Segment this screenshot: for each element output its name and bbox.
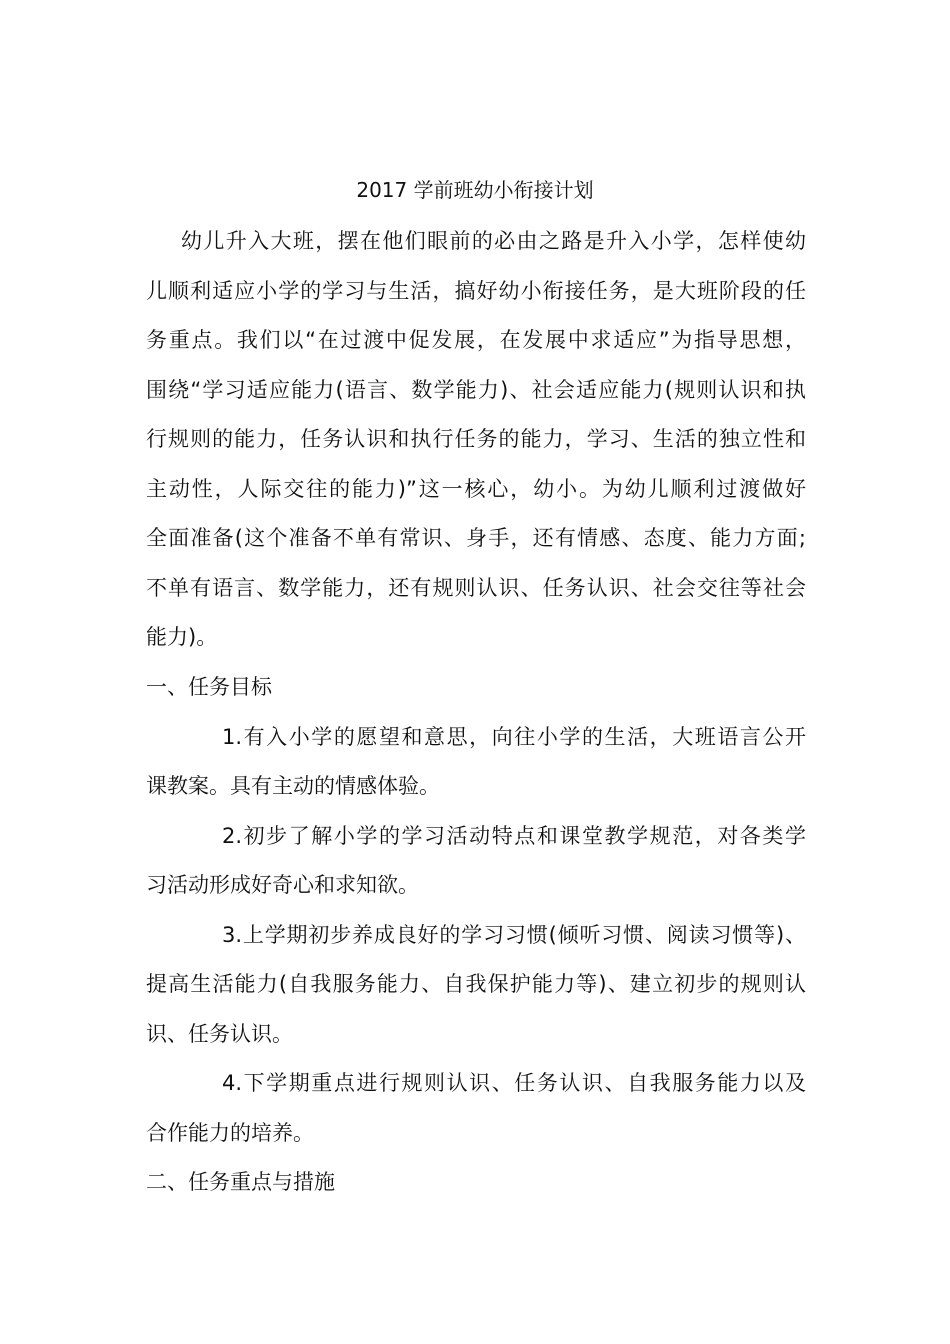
intro-line: 务重点。我们以“在过渡中促发展，在发展中求适应”为指导思想， [146,328,806,352]
document-title: 2017 学前班幼小衔接计划 [356,178,594,202]
intro-line: 主动性，人际交往的能力)”这一核心，幼小。为幼儿顺利过渡做好 [146,477,806,501]
intro-line: 幼儿升入大班，摆在他们眼前的必由之路是升入小学，怎样使幼 [181,229,806,253]
section-heading: 二、任务重点与措施 [146,1170,335,1194]
intro-line: 全面准备(这个准备不单有常识、身手，还有情感、态度、能力方面; [146,526,806,550]
goal-line: 2.初步了解小学的学习活动特点和课堂教学规范，对各类学 [222,824,806,848]
goal-line: 4.下学期重点进行规则认识、任务认识、自我服务能力以及 [222,1071,806,1095]
goal-line: 提高生活能力(自我服务能力、自我保护能力等)、建立初步的规则认 [146,972,806,996]
intro-line: 围绕“学习适应能力(语言、数学能力)、社会适应能力(规则认识和执 [146,378,806,402]
goal-line: 1.有入小学的愿望和意思，向往小学的生活，大班语言公开 [222,725,806,749]
section-heading: 一、任务目标 [146,675,272,699]
intro-line: 不单有语言、数学能力，还有规则认识、任务认识、社会交往等社会 [146,576,806,600]
goal-line: 识、任务认识。 [146,1022,293,1046]
goal-line: 3.上学期初步养成良好的学习习惯(倾听习惯、阅读习惯等)、 [222,923,806,947]
goal-line: 课教案。具有主动的情感体验。 [146,774,440,798]
intro-line: 行规则的能力，任务认识和执行任务的能力，学习、生活的独立性和 [146,427,806,451]
intro-line: 儿顺利适应小学的学习与生活，搞好幼小衔接任务，是大班阶段的任 [146,279,806,303]
goal-line: 习活动形成好奇心和求知欲。 [146,873,419,897]
goal-line: 合作能力的培养。 [146,1121,314,1145]
intro-line: 能力)。 [146,625,218,649]
